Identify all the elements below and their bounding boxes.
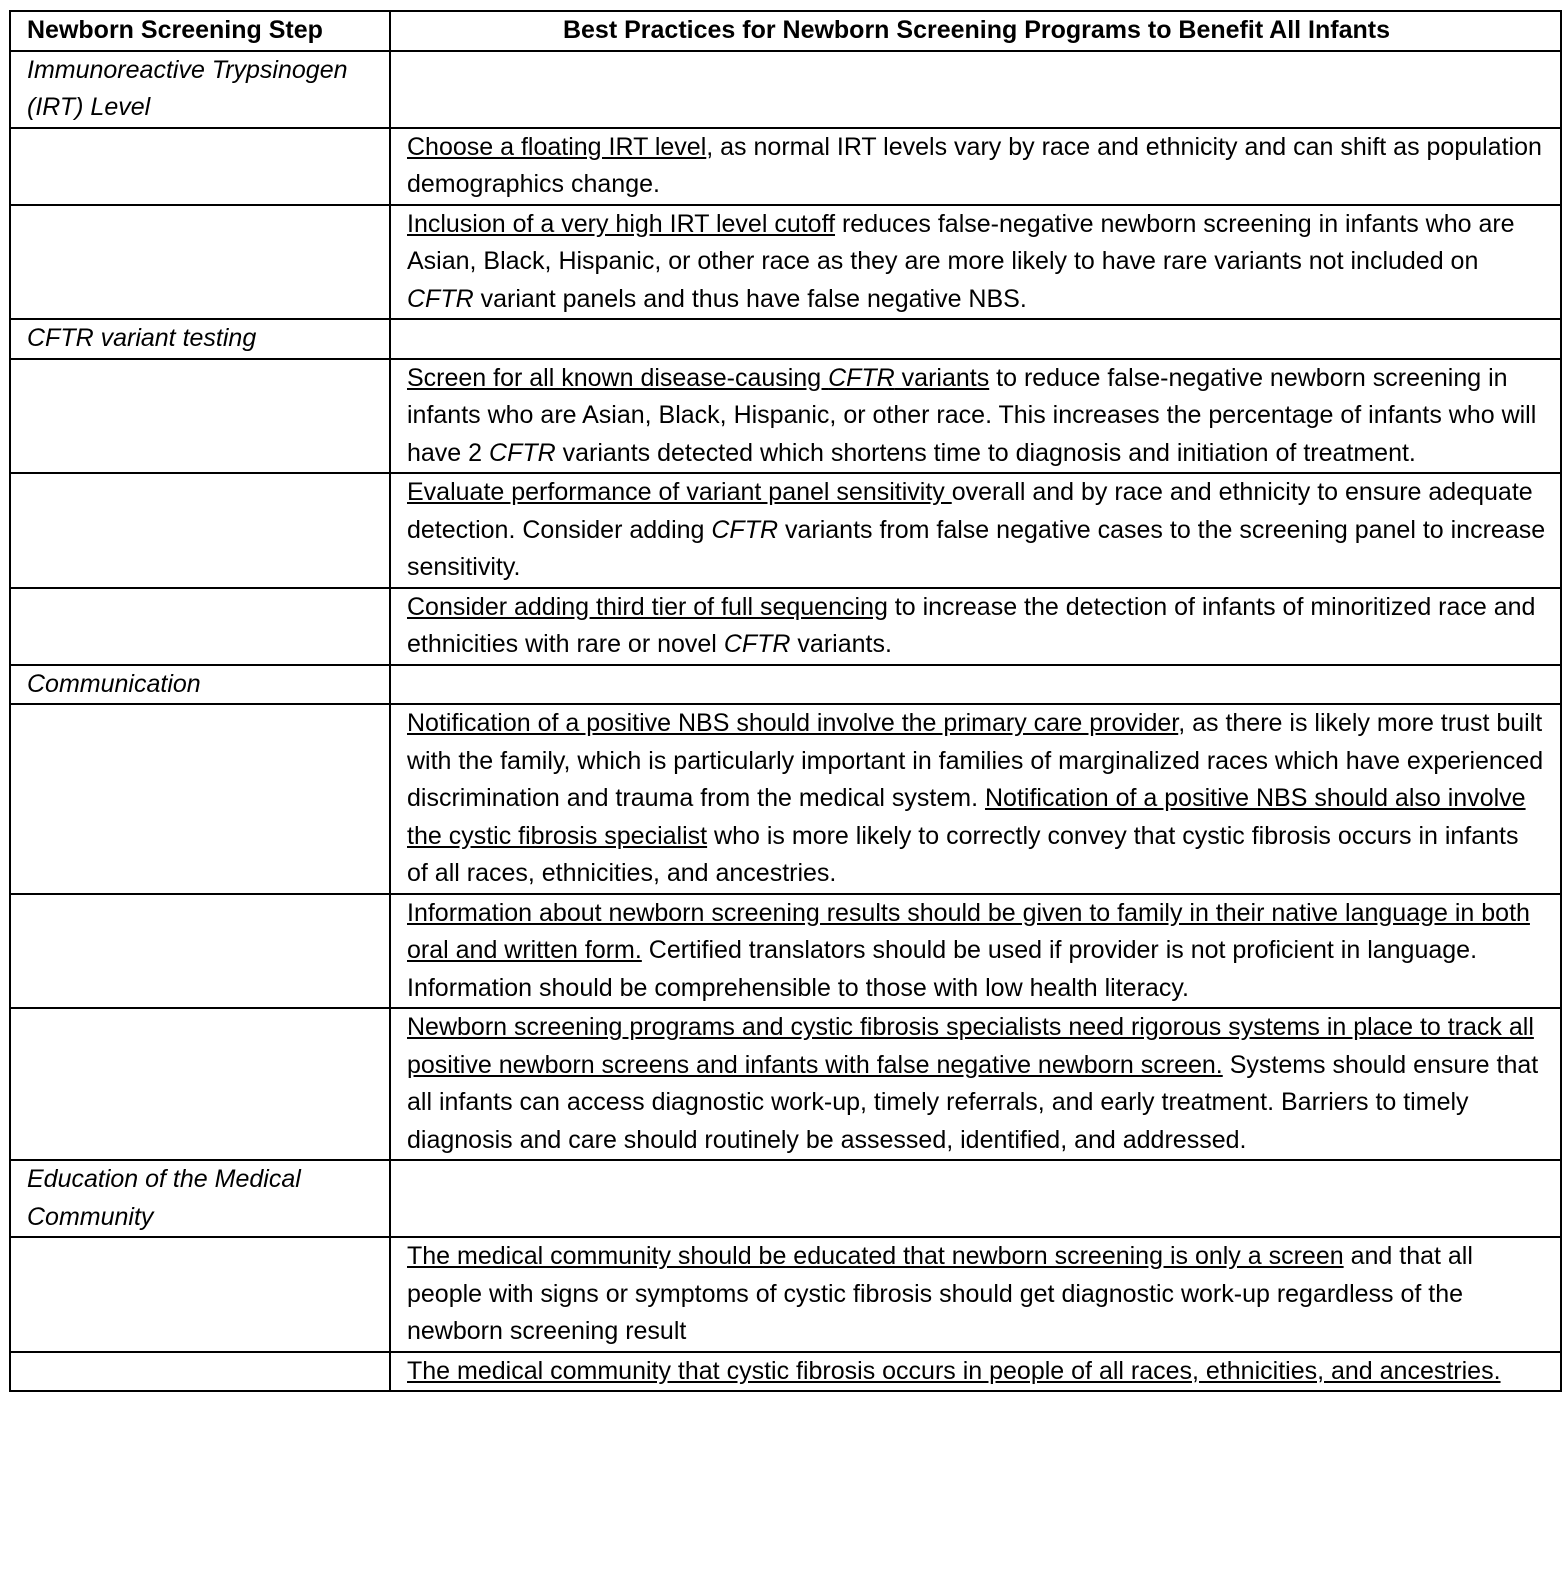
practice-text: , as there is likely more trust built with the family, which is particularly important in families of marginalized races which have experienced discrimination and trauma from the medical system. [407, 709, 1544, 812]
practice-emphasis: Information about newborn screening results should be given to family in their native language in both oral and written form. [407, 898, 1530, 964]
step-cftr: CFTR variant testing [10, 319, 390, 359]
gene-name: CFTR [828, 363, 895, 392]
empty-cell [10, 359, 390, 474]
empty-cell [10, 588, 390, 665]
practice-emphasis: Notification of a positive NBS should also involve the cystic fibrosis specialist [407, 784, 1526, 850]
section-row-communication [10, 665, 1561, 705]
practice-text: to reduce false-negative newborn screening in infants who are Asian, Black, Hispanic, or other race. This increases the percentage of infants who will have 2 [407, 363, 1537, 467]
practice-cell [390, 1237, 1561, 1352]
practice-emphasis: variants [894, 363, 990, 392]
gene-name: CFTR [711, 515, 779, 544]
step-communication: Communication [10, 665, 390, 705]
practice-text: variant panels and thus have false negative NBS. [473, 284, 1027, 313]
step-irt: Immunoreactive Trypsinogen (IRT) Level [10, 51, 390, 128]
best-practices-table-container [9, 10, 1560, 1392]
empty-cell [10, 128, 390, 205]
step-education: Education of the Medical Community [10, 1160, 390, 1237]
empty-cell [10, 894, 390, 1009]
empty-cell [10, 704, 390, 894]
practice-text: and that all people with signs or symptoms of cystic fibrosis should get diagnostic work-up regardless of the newborn screening result [407, 1242, 1473, 1345]
practice-text: variants detected which shortens time to diagnosis and initiation of treatment. [555, 438, 1416, 467]
empty-cell [390, 51, 1561, 128]
practice-text: Systems should ensure that all infants can access diagnostic work-up, timely referrals, and early treatment. Barriers to timely diagnosis and care should routinely be assessed, identified, and addressed. [407, 1050, 1539, 1154]
table-row [10, 894, 1561, 1009]
header-practices: Best Practices for Newborn Screening Programs to Benefit All Infants [390, 11, 1561, 51]
table-row [10, 128, 1561, 205]
best-practices-table [9, 10, 1562, 1392]
practice-emphasis: The medical community that cystic fibrosis occurs in people of all races, ethnicities, and ancestries. [407, 1356, 1501, 1385]
practice-emphasis: Choose a floating IRT level [407, 132, 707, 161]
practice-cell [390, 588, 1561, 665]
practice-cell [390, 1352, 1561, 1392]
table-row [10, 1352, 1561, 1392]
practice-emphasis: Newborn screening programs and cystic fibrosis specialists need rigorous systems in place to track all positive newborn screens and infants with false negative newborn screen. [407, 1013, 1534, 1079]
gene-name: CFTR [489, 438, 556, 467]
section-row-cftr [10, 319, 1561, 359]
header-step: Newborn Screening Step [10, 11, 390, 51]
table-row [10, 473, 1561, 588]
empty-cell [390, 319, 1561, 359]
empty-cell [10, 1352, 390, 1392]
section-row-education [10, 1160, 1561, 1237]
practice-emphasis: Screen for all known disease-causing [407, 363, 829, 392]
table-row [10, 1237, 1561, 1352]
practice-cell [390, 205, 1561, 320]
practice-cell [390, 1008, 1561, 1160]
practice-cell [390, 704, 1561, 894]
empty-cell [10, 1008, 390, 1160]
practice-text: reduces false-negative newborn screening in infants who are Asian, Black, Hispanic, or other race as they are more likely to have rare variants not included on [407, 209, 1515, 275]
header-row [10, 11, 1561, 51]
table-row [10, 704, 1561, 894]
practice-text: , as normal IRT levels vary by race and ethnicity and can shift as population demographics change. [407, 132, 1542, 198]
gene-name: CFTR [407, 284, 474, 313]
empty-cell [10, 1237, 390, 1352]
section-row-irt [10, 51, 1561, 128]
practice-emphasis: Inclusion of a very high IRT level cutoff [407, 209, 836, 238]
empty-cell [390, 665, 1561, 705]
practice-cell [390, 128, 1561, 205]
practice-emphasis: Notification of a positive NBS should involve the primary care provider [407, 709, 1179, 737]
practice-emphasis: The medical community should be educated that newborn screening is only a screen [407, 1242, 1344, 1270]
empty-cell [10, 473, 390, 588]
table-row [10, 205, 1561, 320]
practice-text: variants from false negative cases to the screening panel to increase sensitivity. [407, 515, 1546, 581]
table-row [10, 588, 1561, 665]
practice-text: Certified translators should be used if provider is not proficient in language. Information should be comprehensible to those with low health literacy. [407, 936, 1478, 1002]
table-row [10, 359, 1561, 474]
practice-emphasis: Evaluate performance of variant panel sensitivity [407, 478, 952, 506]
practice-cell [390, 359, 1561, 474]
practice-text: variants. [790, 630, 892, 658]
empty-cell [10, 205, 390, 320]
empty-cell [390, 1160, 1561, 1237]
practice-text: to increase the detection of infants of minoritized race and ethnicities with rare or novel [407, 592, 1536, 658]
gene-name: CFTR [723, 630, 791, 658]
practice-text: overall and by race and ethnicity to ensure adequate detection. Consider adding [407, 478, 1533, 544]
table-row [10, 1008, 1561, 1160]
practice-emphasis: Consider adding third tier of full sequencing [407, 592, 888, 621]
practice-text: who is more likely to correctly convey that cystic fibrosis occurs in infants of all races, ethnicities, and ancestries. [407, 821, 1519, 887]
practice-cell [390, 473, 1561, 588]
practice-cell [390, 894, 1561, 1009]
